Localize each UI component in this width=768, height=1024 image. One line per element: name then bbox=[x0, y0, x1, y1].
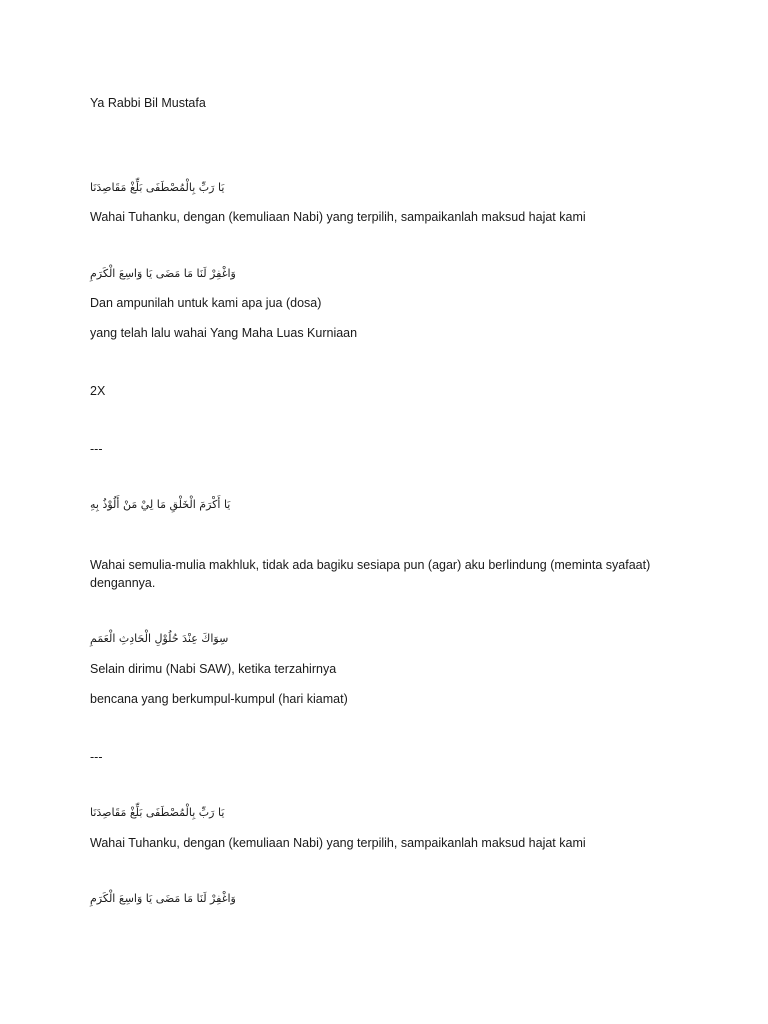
repeat-marker: 2X bbox=[90, 384, 106, 398]
arabic-verse-3: يَا أَكْرَمَ الْخَلْقِ مَا لِيْ مَنْ أَلُوْذُ بِهِ bbox=[90, 498, 231, 511]
separator-1: --- bbox=[90, 442, 103, 456]
translation-4a: Selain dirimu (Nabi SAW), ketika terzahirnya bbox=[90, 662, 337, 676]
arabic-verse-2: وَاغْفِرْ لَنَا مَا مَضَى يَا وَاسِعَ الْكَرَمِ bbox=[90, 267, 236, 280]
translation-2b: yang telah lalu wahai Yang Maha Luas Kurniaan bbox=[90, 326, 358, 340]
translation-1: Wahai Tuhanku, dengan (kemuliaan Nabi) yang terpilih, sampaikanlah maksud hajat kami bbox=[90, 210, 586, 224]
document-title: Ya Rabbi Bil Mustafa bbox=[90, 96, 206, 110]
arabic-verse-5: يَا رَبِّ بِالْمُصْطَفَى بَلِّغْ مَقَاصِدَنَا bbox=[90, 806, 225, 819]
translation-4b: bencana yang berkumpul-kumpul (hari kiamat) bbox=[90, 692, 348, 706]
arabic-verse-4: سِوَاكَ عِنْدَ حُلُوْلِ الْحَادِثِ الْعَمَمِ bbox=[90, 632, 229, 645]
separator-2: --- bbox=[90, 750, 103, 764]
translation-3: Wahai semulia-mulia makhluk, tidak ada bagiku sesiapa pun (agar) aku berlindung (meminta syafaat) dengannya. bbox=[90, 558, 651, 590]
arabic-verse-6: وَاغْفِرْ لَنَا مَا مَضَى يَا وَاسِعَ الْكَرَمِ bbox=[90, 892, 236, 905]
translation-5: Wahai Tuhanku, dengan (kemuliaan Nabi) yang terpilih, sampaikanlah maksud hajat kami bbox=[90, 836, 586, 850]
translation-2a: Dan ampunilah untuk kami apa jua (dosa) bbox=[90, 296, 322, 310]
arabic-verse-1: يَا رَبِّ بِالْمُصْطَفَى بَلِّغْ مَقَاصِدَنَا bbox=[90, 181, 225, 194]
